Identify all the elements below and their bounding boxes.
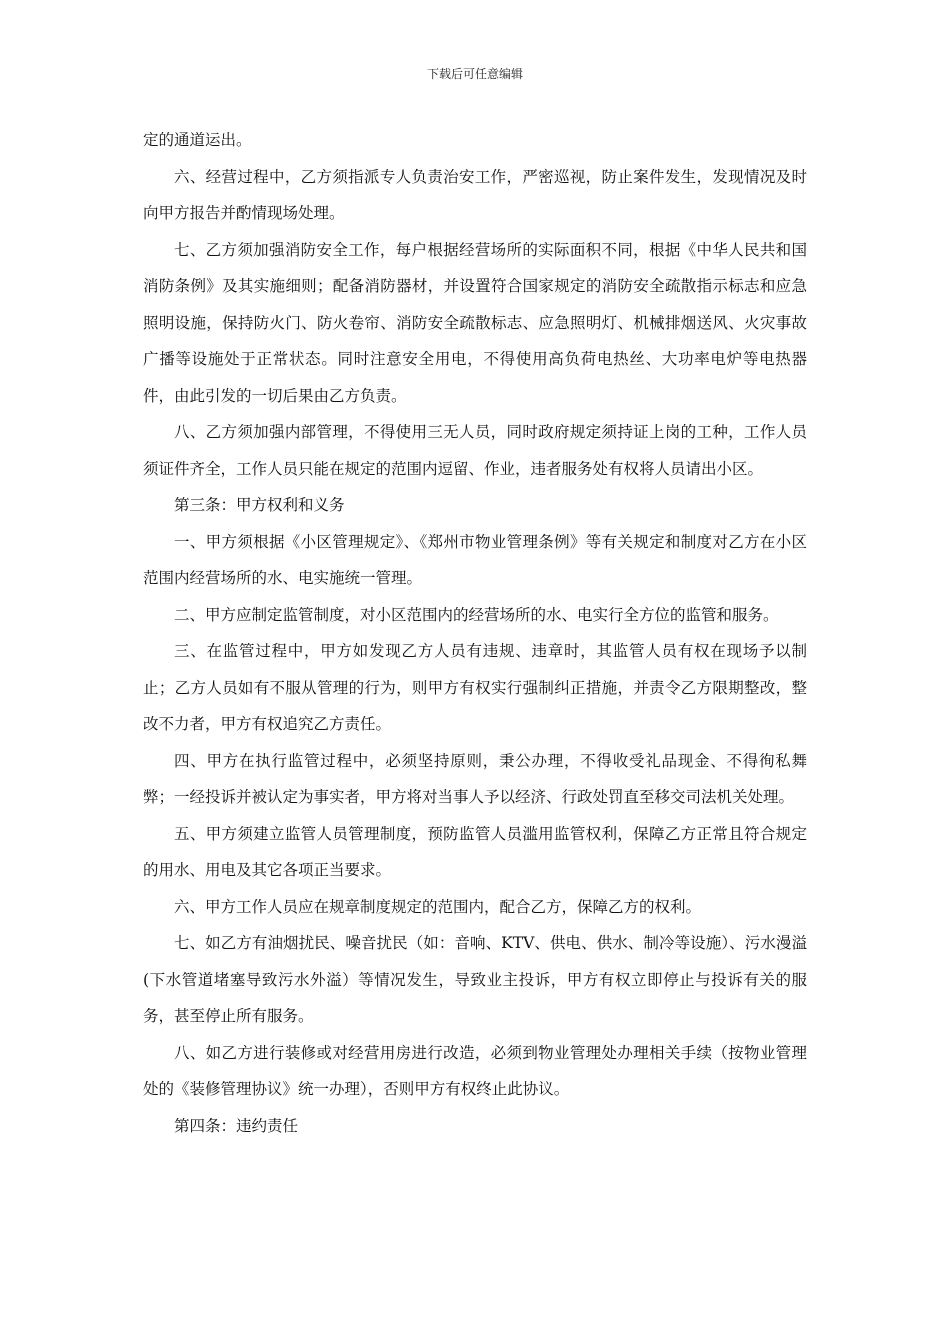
document-body (143, 122, 807, 1144)
section-heading-article-4: 第四条：违约责任 (174, 1116, 299, 1135)
paragraph-clause-6-security: 六、经营过程中，乙方须指派专人负责治安工作，严密巡视，防止案件发生，发现情况及时向甲方报告并酌情现场处理。 (143, 167, 807, 222)
paragraph-party-a-clause-1: 一、甲方须根据《小区管理规定》、《郑州市物业管理条例》等有关规定和制度对乙方在小区范围内经营场所的水、电实施统一管理。 (143, 532, 807, 587)
paragraph-party-a-clause-3: 三、在监管过程中，甲方如发现乙方人员有违规、违章时，其监管人员有权在现场予以制止；乙方人员如有不服从管理的行为，则甲方有权实行强制纠正措施，并责令乙方限期整改，整改不力者，甲方有权追究乙方责任。 (143, 642, 807, 733)
paragraph-party-a-clause-7: 七、如乙方有油烟扰民、噪音扰民（如：音响、KTV、供电、供水、制冷等设施）、污水漫溢(下水管道堵塞导致污水外溢）等情况发生，导致业主投诉，甲方有权立即停止与投诉有关的服务，甚至停止所有服务。 (143, 934, 807, 1025)
paragraph-party-a-clause-5: 五、甲方须建立监管人员管理制度，预防监管人员滥用监管权利，保障乙方正常且符合规定的用水、用电及其它各项正当要求。 (143, 824, 807, 879)
page-header: 下载后可任意编辑 (426, 67, 523, 81)
paragraph-clause-7-fire-safety: 七、乙方须加强消防安全工作，每户根据经营场所的实际面积不同，根据《中华人民共和国消防条例》及其实施细则；配备消防器材，并设置符合国家规定的消防安全疏散指示标志和应急照明设施，保持防火门、防火卷帘、消防安全疏散标志、应急照明灯、机械排烟送风、火灾事故广播等设施处于正常状态。同时注意安全用电，不得使用高负荷电热丝、大功率电炉等电热器件，由此引发的一切后果由乙方负责。 (143, 240, 807, 405)
paragraph-continuation: 定的通道运出。 (143, 131, 252, 149)
section-heading-article-3: 第三条：甲方权利和义务 (174, 496, 345, 514)
paragraph-clause-8-internal-management: 八、乙方须加强内部管理，不得使用三无人员，同时政府规定须持证上岗的工种，工作人员须证件齐全，工作人员只能在规定的范围内逗留、作业，违者服务处有权将人员请出小区。 (143, 423, 807, 478)
paragraph-party-a-clause-6: 六、甲方工作人员应在规章制度规定的范围内，配合乙方，保障乙方的权利。 (174, 897, 702, 916)
paragraph-party-a-clause-2: 二、甲方应制定监管制度，对小区范围内的经营场所的水、电实行全方位的监管和服务。 (174, 605, 779, 624)
paragraph-party-a-clause-8: 八、如乙方进行装修或对经营用房进行改造，必须到物业管理处办理相关手续（按物业管理处的《装修管理协议》统一办理），否则甲方有权终止此协议。 (143, 1043, 807, 1098)
paragraph-party-a-clause-4: 四、甲方在执行监管过程中，必须坚持原则，秉公办理，不得收受礼品现金、不得徇私舞弊；一经投诉并被认定为事实者，甲方将对当事人予以经济、行政处罚直至移交司法机关处理。 (143, 751, 807, 806)
